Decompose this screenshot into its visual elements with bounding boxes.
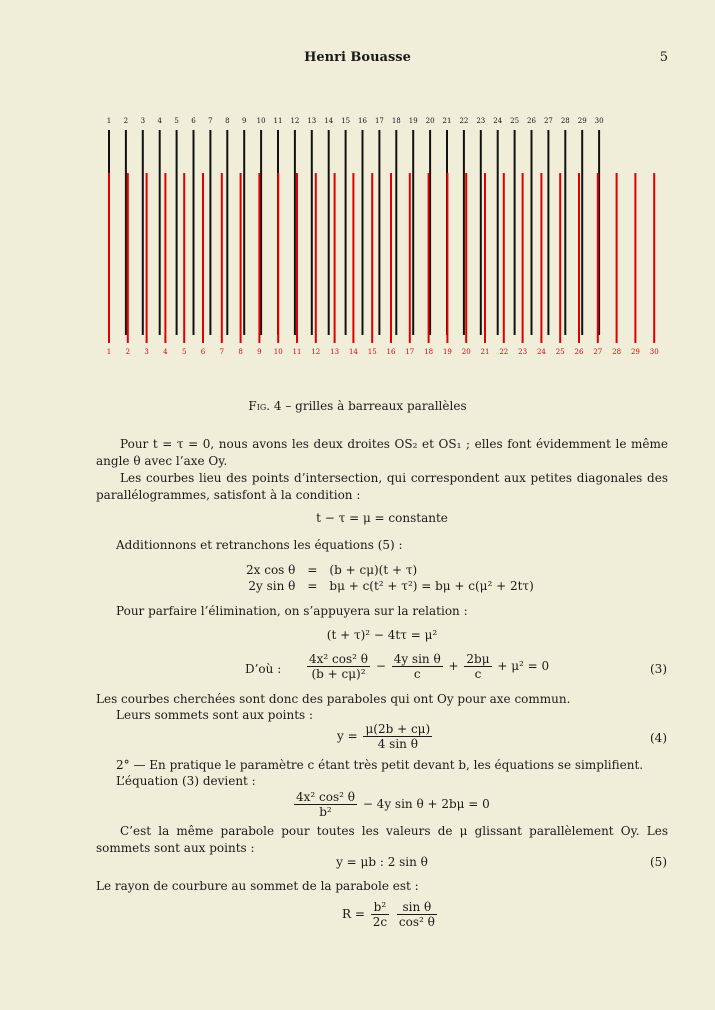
eq3-fraction-2	[392, 652, 443, 681]
red-bar-label-3: 3	[144, 348, 149, 356]
page-number: 5	[659, 50, 668, 65]
red-bar-label-21: 21	[480, 348, 490, 356]
eqR-fraction-1-num: b²	[371, 900, 389, 915]
black-bar-label-29: 29	[577, 117, 587, 125]
red-bar-label-17: 17	[405, 348, 415, 356]
eq-system-rhs-1: (b + cμ)(t + τ)	[329, 563, 418, 577]
black-bar-label-13: 13	[307, 117, 317, 125]
equation-5: y = μb : 2 sin θ	[336, 855, 428, 869]
red-bar-label-19: 19	[442, 348, 452, 356]
paragraph-6: Leurs sommets sont aux points :	[116, 708, 314, 722]
eq3-fraction-3-den: c	[474, 667, 482, 681]
black-bar-label-9: 9	[241, 117, 247, 125]
figure-parallel-bar-gratings	[0, 110, 715, 360]
eqR-fraction-2-num: sin θ	[397, 900, 437, 915]
equation-relation: (t + τ)² − 4tτ = μ²	[326, 628, 438, 642]
paragraph-10: Le rayon de courbure au sommet de la parabole est :	[96, 879, 419, 893]
eq4-lhs: y =	[337, 729, 358, 743]
eqR-fraction-1	[371, 900, 389, 929]
red-bar-label-5: 5	[181, 348, 187, 356]
black-bar-label-15: 15	[341, 117, 351, 125]
black-bar-label-23: 23	[476, 117, 486, 125]
equation-3-number: (3)	[650, 662, 667, 676]
red-bar-label-10: 10	[273, 348, 283, 356]
paragraph-9: C’est la même parabole pour toutes les valeurs de μ glissant parallèlement Oy. Les sommets sont aux points :	[96, 824, 668, 855]
black-bar-label-24: 24	[493, 117, 503, 125]
black-bar-label-26: 26	[527, 117, 536, 125]
black-bar-label-4: 4	[157, 117, 162, 125]
eq-simplified-tail: − 4y sin θ + 2bμ = 0	[362, 797, 490, 811]
red-bar-label-2: 2	[125, 348, 131, 356]
red-bar-label-15: 15	[367, 348, 377, 356]
equation-4	[337, 722, 434, 751]
black-bar-label-5: 5	[174, 117, 179, 125]
black-bar-label-12: 12	[290, 117, 300, 125]
paragraph-4: Pour parfaire l’élimination, on s’appuyera sur la relation :	[116, 604, 468, 618]
equation-3-label-dou: D’où :	[245, 662, 282, 676]
eqR-fraction-2	[397, 900, 437, 929]
red-bar-label-4: 4	[163, 348, 168, 356]
eq-simplified-fraction	[294, 790, 357, 819]
eq-system-rhs-2: bμ + c(t² + τ²) = bμ + c(μ² + 2tτ)	[329, 579, 534, 593]
eqR-fraction-2-den: cos² θ	[398, 915, 435, 929]
eqR-fraction-1-den: 2c	[372, 915, 388, 929]
black-bar-label-11: 11	[273, 117, 283, 125]
black-bar-label-8: 8	[225, 117, 230, 125]
red-bar-label-24: 24	[536, 348, 546, 356]
figure-caption-prefix: Fig. 4	[248, 399, 282, 413]
red-bar-label-1: 1	[106, 348, 112, 356]
equation-5-number: (5)	[650, 855, 667, 869]
eq3-fraction-1-den: (b + cμ)²	[311, 667, 366, 681]
red-bar-label-16: 16	[386, 348, 396, 356]
black-bar-label-21: 21	[442, 117, 452, 125]
black-bar-label-6: 6	[191, 117, 196, 125]
red-bar-label-26: 26	[574, 348, 584, 356]
paragraph-5: Les courbes cherchées sont donc des paraboles qui ont Oy pour axe commun.	[96, 692, 571, 706]
equation-4-number: (4)	[650, 731, 667, 745]
black-bar-label-14: 14	[324, 117, 334, 125]
red-bar-label-20: 20	[461, 348, 471, 356]
red-bar-label-27: 27	[593, 348, 603, 356]
figure-caption	[0, 399, 715, 413]
eq4-fraction-num: μ(2b + cμ)	[365, 722, 431, 736]
red-bar-label-11: 11	[292, 348, 302, 356]
black-bar-label-18: 18	[391, 117, 401, 125]
black-bar-label-1: 1	[106, 117, 112, 125]
eq3-fraction-2-num: 4y sin θ	[393, 652, 441, 666]
eq-system-lhs-2: 2y sin θ	[248, 579, 296, 593]
black-bar-label-20: 20	[425, 117, 435, 125]
figure-caption-text: – grilles à barreaux parallèles	[281, 399, 467, 413]
red-bar-label-25: 25	[555, 348, 565, 356]
black-bar-label-2: 2	[123, 117, 129, 125]
equation-constant: t − τ = μ = constante	[316, 511, 448, 525]
eq-system-equals-2: =	[307, 579, 318, 593]
equation-simplified	[292, 790, 490, 819]
red-bar-label-8: 8	[238, 348, 243, 356]
red-bar-label-6: 6	[200, 348, 206, 356]
red-bar-label-28: 28	[612, 348, 622, 356]
eq3-fraction-3-num: 2bμ	[466, 652, 490, 666]
black-bar-label-27: 27	[543, 117, 553, 125]
paragraph-3: Additionnons et retranchons les équations (5) :	[116, 538, 403, 552]
eq4-fraction	[363, 722, 432, 751]
red-bar-label-22: 22	[499, 348, 509, 356]
red-bar-label-13: 13	[330, 348, 340, 356]
paragraph-8: L’équation (3) devient :	[116, 774, 256, 788]
black-bar-label-30: 30	[594, 117, 604, 125]
red-bar-label-14: 14	[348, 348, 358, 356]
paragraph-2: Les courbes lieu des points d’intersection, qui correspondent aux petites diagonales des parallélogrammes, satisfont à la condition :	[96, 471, 668, 502]
running-header-author: Henri Bouasse	[304, 50, 411, 65]
eq-simplified-den: b²	[319, 805, 332, 819]
red-bar-label-30: 30	[649, 348, 659, 356]
red-bar-label-23: 23	[518, 348, 528, 356]
paragraph-1: Pour t = τ = 0, nous avons les deux droites OS₂ et OS₁ ; elles font évidemment le même angle θ avec l’axe Oy.	[96, 437, 668, 468]
equation-3	[305, 652, 549, 681]
eq3-fraction-1	[307, 652, 370, 681]
equation-radius	[342, 900, 439, 929]
red-bar-label-7: 7	[219, 348, 225, 356]
black-bar-label-7: 7	[208, 117, 213, 125]
red-bar-label-18: 18	[424, 348, 434, 356]
black-bar-label-10: 10	[256, 117, 266, 125]
red-bar-label-12: 12	[311, 348, 321, 356]
eq3-plus: +	[448, 659, 459, 673]
black-bar-label-28: 28	[560, 117, 570, 125]
eq-system-lhs-1: 2x cos θ	[246, 563, 296, 577]
equation-system	[240, 562, 540, 594]
eqR-lhs: R =	[342, 907, 365, 921]
eq3-fraction-3	[464, 652, 491, 681]
black-bar-label-19: 19	[408, 117, 418, 125]
paragraph-7: 2° — En pratique le paramètre c étant très petit devant b, les équations se simplifient.	[116, 758, 644, 772]
black-bar-label-25: 25	[510, 117, 520, 125]
eq-system-equals-1: =	[307, 563, 318, 577]
eq3-tail: + μ² = 0	[497, 659, 550, 673]
black-bar-label-3: 3	[140, 117, 146, 125]
eq4-fraction-den: 4 sin θ	[377, 737, 418, 751]
eq3-minus: −	[375, 659, 386, 673]
black-bar-label-16: 16	[358, 117, 367, 125]
red-bar-label-9: 9	[257, 348, 262, 356]
eq-simplified-num: 4x² cos² θ	[296, 790, 355, 804]
black-bar-label-22: 22	[459, 117, 469, 125]
eq3-fraction-1-num: 4x² cos² θ	[309, 652, 368, 666]
black-bar-label-17: 17	[374, 117, 384, 125]
red-bar-label-29: 29	[630, 348, 640, 356]
eq3-fraction-2-den: c	[413, 667, 421, 681]
